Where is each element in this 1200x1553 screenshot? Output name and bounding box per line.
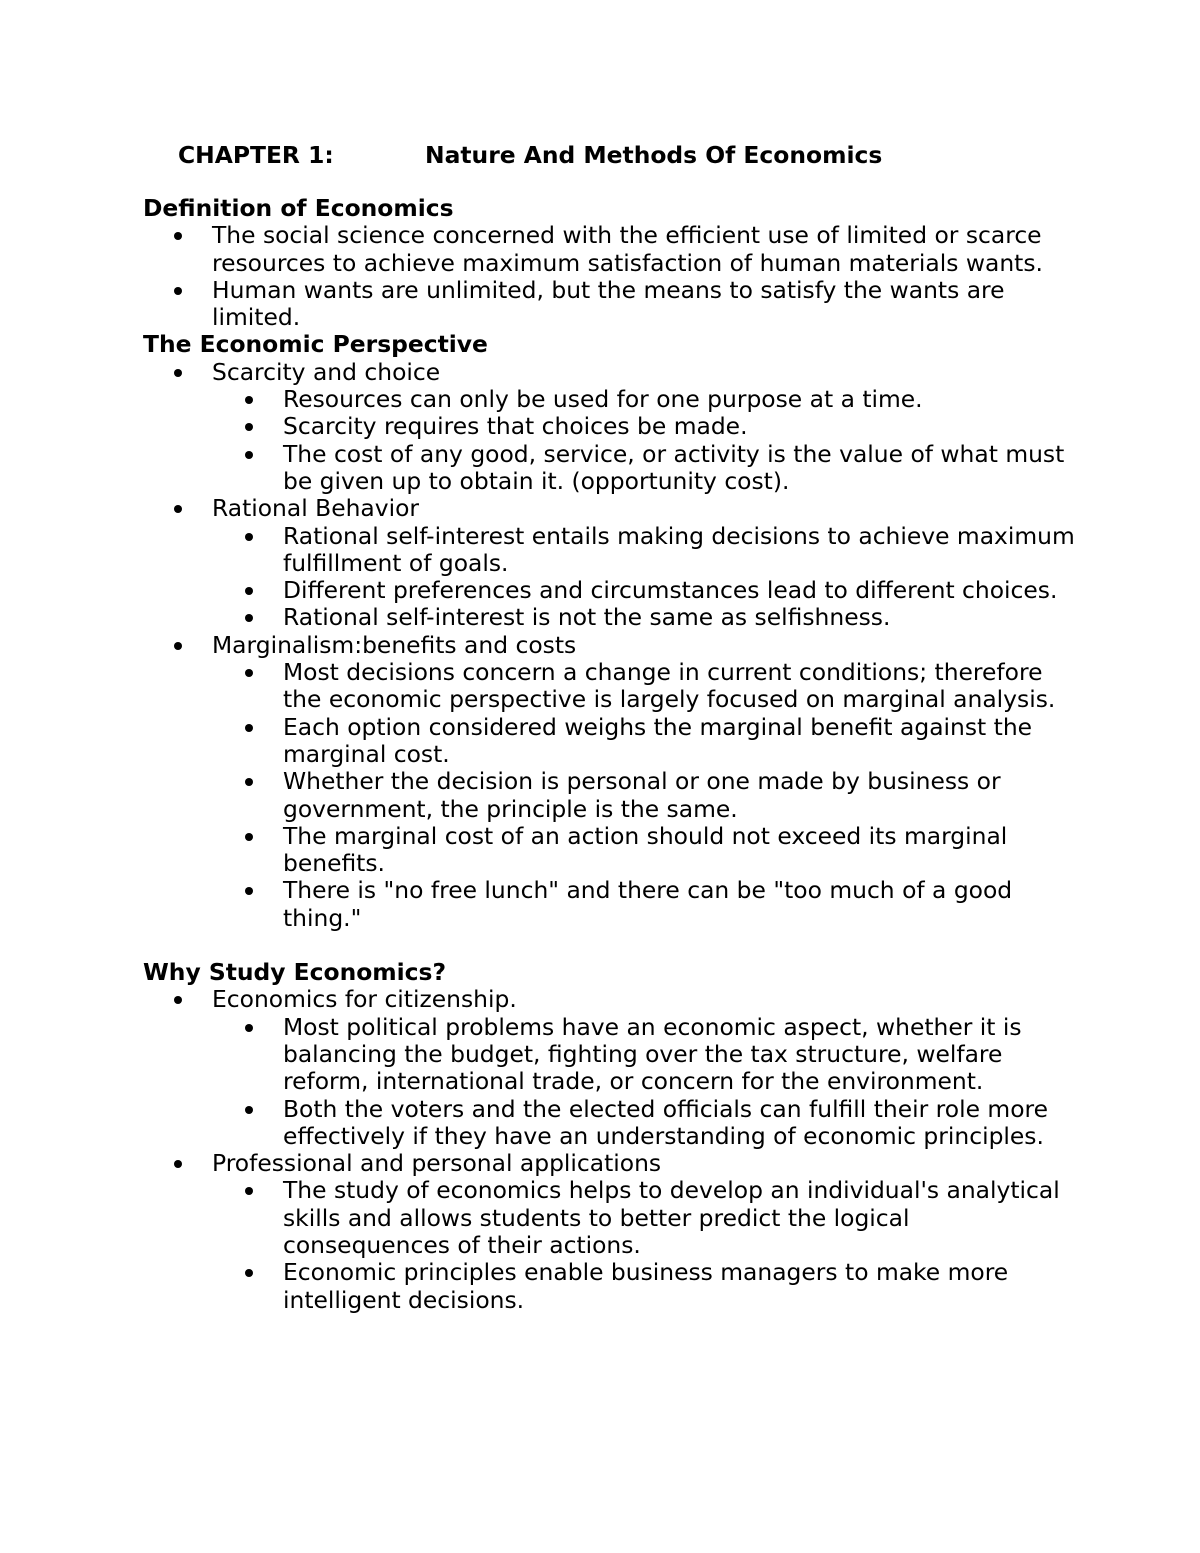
sublist-item: Resources can only be used for one purpose at a time. bbox=[143, 386, 1078, 413]
perspective-list bbox=[143, 359, 1078, 932]
bullet-icon bbox=[245, 1259, 255, 1286]
sublist-item: Economic principles enable business managers to make more intelligent decisions. bbox=[143, 1259, 1078, 1314]
sublist-item: Rational self-interest entails making decisions to achieve maximum fulfillment of goals. bbox=[143, 523, 1078, 578]
bullet-icon bbox=[245, 714, 255, 741]
sublist bbox=[143, 1014, 1078, 1150]
bullet-icon bbox=[174, 986, 184, 1013]
section-heading-perspective: The Economic Perspective bbox=[143, 330, 488, 359]
bullet-icon bbox=[174, 277, 184, 304]
chapter-title bbox=[178, 140, 1078, 170]
sublist-item: The study of economics helps to develop an individual's analytical skills and allows students to better predict the logical consequences of their actions. bbox=[143, 1177, 1078, 1259]
sublist bbox=[143, 523, 1078, 632]
section-heading-definition: Definition of Economics bbox=[143, 194, 454, 222]
bullet-icon bbox=[245, 659, 255, 686]
sublist-item: The marginal cost of an action should not exceed its marginal benefits. bbox=[143, 823, 1078, 878]
bullet-icon bbox=[245, 1014, 255, 1041]
sublist-item: The cost of any good, service, or activity is the value of what must be given up to obtain it. (opportunity cost). bbox=[143, 441, 1078, 496]
chapter-name: Nature And Methods Of Economics bbox=[425, 141, 883, 169]
bullet-icon bbox=[245, 577, 255, 604]
sublist-item: Whether the decision is personal or one made by business or government, the principle is the same. bbox=[143, 768, 1078, 823]
bullet-icon bbox=[245, 413, 255, 440]
bullet-icon bbox=[245, 604, 255, 631]
list-item: Scarcity and choice Resources can only be used for one purpose at a time. Scarcity requires that choices be made. The cost of any good, service, or activity is the value of what must be given up to obtain it. (opportunity cost). bbox=[143, 359, 1078, 495]
sublist bbox=[143, 386, 1078, 495]
chapter-number: CHAPTER 1: bbox=[178, 141, 334, 169]
bullet-icon bbox=[174, 632, 184, 659]
bullet-icon bbox=[245, 441, 255, 468]
bullet-icon bbox=[245, 1096, 255, 1123]
bullet-icon bbox=[174, 222, 184, 249]
list-item: Rational Behavior Rational self-interest entails making decisions to achieve maximum fulfillment of goals. Different preferences and circumstances lead to different choices. Rational self-interest is not the same as selfishness. bbox=[143, 495, 1078, 631]
sublist bbox=[143, 1177, 1078, 1313]
bullet-icon bbox=[174, 359, 184, 386]
bullet-icon bbox=[245, 386, 255, 413]
sublist-item: Both the voters and the elected officials can fulfill their role more effectively if they have an understanding of economic principles. bbox=[143, 1096, 1078, 1151]
sublist-item: Most decisions concern a change in current conditions; therefore the economic perspective is largely focused on marginal analysis. bbox=[143, 659, 1078, 714]
section-heading-why: Why Study Economics? bbox=[143, 958, 447, 987]
bullet-icon bbox=[245, 768, 255, 795]
sublist bbox=[143, 659, 1078, 932]
bullet-icon bbox=[245, 823, 255, 850]
sublist-item: Rational self-interest is not the same as selfishness. bbox=[143, 604, 1078, 631]
list-item: Human wants are unlimited, but the means to satisfy the wants are limited. bbox=[143, 277, 1078, 332]
bullet-icon bbox=[245, 1177, 255, 1204]
sublist-item: Different preferences and circumstances lead to different choices. bbox=[143, 577, 1078, 604]
list-item: Economics for citizenship. Most political problems have an economic aspect, whether it is balancing the budget, fighting over the tax structure, welfare reform, international trade, or concern for the environment. Both the voters and the elected officials can fulfill their role more effectively if they have an understanding of economic principles. bbox=[143, 986, 1078, 1150]
why-list bbox=[143, 986, 1078, 1314]
definition-list bbox=[143, 222, 1078, 331]
list-item: The social science concerned with the efficient use of limited or scarce resources to achieve maximum satisfaction of human materials wants. bbox=[143, 222, 1078, 277]
bullet-icon bbox=[174, 495, 184, 522]
sublist-item: There is "no free lunch" and there can be "too much of a good thing." bbox=[143, 877, 1078, 932]
bullet-icon bbox=[174, 1150, 184, 1177]
sublist-item: Each option considered weighs the marginal benefit against the marginal cost. bbox=[143, 714, 1078, 769]
bullet-icon bbox=[245, 523, 255, 550]
sublist-item: Most political problems have an economic aspect, whether it is balancing the budget, fighting over the tax structure, welfare reform, international trade, or concern for the environment. bbox=[143, 1014, 1078, 1096]
sublist-item: Scarcity requires that choices be made. bbox=[143, 413, 1078, 440]
document-page bbox=[143, 140, 1078, 1314]
bullet-icon bbox=[245, 877, 255, 904]
list-item: Professional and personal applications The study of economics helps to develop an individual's analytical skills and allows students to better predict the logical consequences of their actions. Economic principles enable business managers to make more intelligent decisions. bbox=[143, 1150, 1078, 1314]
list-item: Marginalism:benefits and costs Most decisions concern a change in current conditions; therefore the economic perspective is largely focused on marginal analysis. Each option considered weighs the marginal benefit against the marginal cost. Whether the decision is personal or one made by business or government, the principle is the same. The marginal cost of an action should not exceed its marginal benefits. There is "no free lunch" and there can be "too much of a good thing." bbox=[143, 632, 1078, 932]
